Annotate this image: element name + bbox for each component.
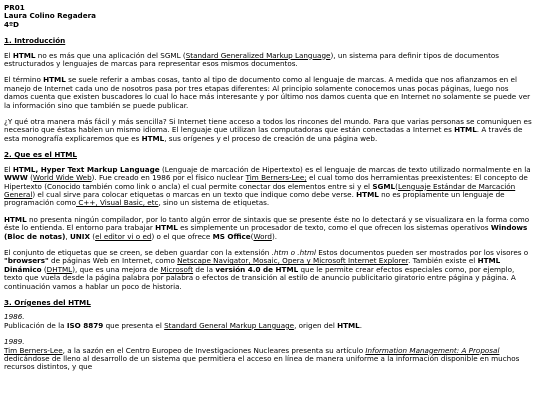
paragraph: HTML no presenta ningún compilador, por lo tanto algún error de sintaxis que se presente éste no lo detectará y se visualizara en la forma como éste lo entienda. El entorno para trabajar HTML es simplemente un procesador de texto, como el que ofrecen los sistemas operativos Windows (Bloc de notas), UNIX (el editor vi o ed) o el que ofrece MS Office(Word). [4,214,530,241]
link-tim-berners-lee[interactable]: Tim Berners-Lee; [245,173,307,183]
section-title-origenes: 3. Orígenes del HTML [4,297,91,307]
section-title-introduccion: 1. Introducción [4,36,66,46]
paragraph: El conjunto de etiquetas que se creen, se deben guardar con la extensión .htm o .html Estos documentos pueden ser mostrados por los visores o "browsers" de páginas Web en Internet, como Netscape Navigator, Mosaic, Opera y Microsoft Internet Explorer. También existe el HTML Dinámico (DHTML), que es una mejora de Microsoft de la versión 4.0 de HTML que le permite crear efectos especiales como, por ejemplo, texto que vuela desde la página palabra por palabra o efectos de transición al estilo de anuncio publicitario giratorio entre página y página. A continuación vamos a hablar un poco de historia. [4,247,529,291]
link-lenguaje-estandar[interactable]: Lenguaje Estándar de Marcación General [4,181,516,199]
paragraph: El HTML, Hyper Text Markup Language (Lenguaje de marcación de Hipertexto) es el lenguaje de marcas de texto utilizado normalmente en la WWW (World Wide Web). Fue creado en 1986 por el físico nuclear Tim Berners-Lee; el cual tomo dos herramientas preexistentes: El concepto de Hipertexto (Conocido también como link o ancla) el cual permite conectar dos elementos entre si y el SGML(Lenguaje Estándar de Marcación General) el cual sirve para colocar etiquetas o marcas en un texto que indique como debe verse. HTML no es propiamente un lenguaje de programación como C++, Visual Basic, etc, sino un sistema de etiquetas. [4,164,531,208]
link-editor-vi[interactable]: el editor vi o ed [95,231,152,241]
link-microsoft[interactable]: Microsoft [160,264,194,274]
year-label: 1989. [4,337,25,347]
paragraph: Publicación de la ISO 8879 que presenta el Standard General Markup Language, origen del HTML. [4,320,363,330]
year-label: 1986. [4,312,25,322]
link-sgml[interactable]: Standard Generalized Markup Language [185,50,331,60]
paragraph: El HTML no es más que una aplicación del SGML (Standard Generalized Markup Language), un sistema para definir tipos de documentos estructurados y lenguajes de marcas para representar esos mismos documentos. [4,50,500,69]
link-browsers[interactable]: Netscape Navigator, Mosaic, Opera y Microsoft Internet Explorer [177,256,409,266]
class-group: 4ºD [4,19,20,29]
link-sgml-standard[interactable]: Standard General Markup Language [164,320,295,330]
link-information-management[interactable]: Information Management: A Proposal [365,345,500,355]
doc-header [4,4,534,29]
paragraph: Tim Berners-Lee, a la sazón en el Centro Europeo de Investigaciones Nucleares presenta su artículo Information Management: A Proposal dedicándose de lleno al desarrollo de un sistema que permitiera el acceso en línea de manera uniforme a la información disponible en muchos recursos distintos, y que [4,345,520,372]
link-tim-berners-lee-2[interactable]: Tim Berners-Lee [4,345,63,355]
link-word[interactable]: Word [253,231,272,241]
link-dhtml[interactable]: DHTML [46,264,73,274]
document-page [4,4,534,380]
link-cpp-visual-basic[interactable]: C++, Visual Basic, etc [76,198,159,208]
section-title-que-es-html: 2. Que es el HTML [4,150,77,160]
paragraph: ¿Y qué otra manera más fácil y más sencilla? Si Internet tiene acceso a todos los rincones del mundo. Para que varias personas se comuniquen es necesario que éstas hablen un mismo idioma. El lenguaje que utilizan las computadoras que están conectadas a Internet es HTML. A través de esta monografía explicaremos que es HTML, sus orígenes y el proceso de creación de una página web. [4,117,532,143]
doc-code: PR01 [4,3,25,12]
link-world-wide-web[interactable]: World Wide Web [32,173,92,183]
author-name: Laura Colino Regadera [4,11,96,21]
paragraph: El término HTML se suele referir a ambas cosas, tanto al tipo de documento como al lenguaje de marcas. A medida que nos afianzamos en el manejo de Internet cada uno de nosotros pasa por tres etapas diferentes: Al principio solamente conocemos unas pocas páginas, luego nos damos cuenta que existen buscadores lo cual lo hace más interesante y por último nos damos cuenta que en Internet no solamente se puede ver la información sino que también se puede publicar. [4,75,531,110]
